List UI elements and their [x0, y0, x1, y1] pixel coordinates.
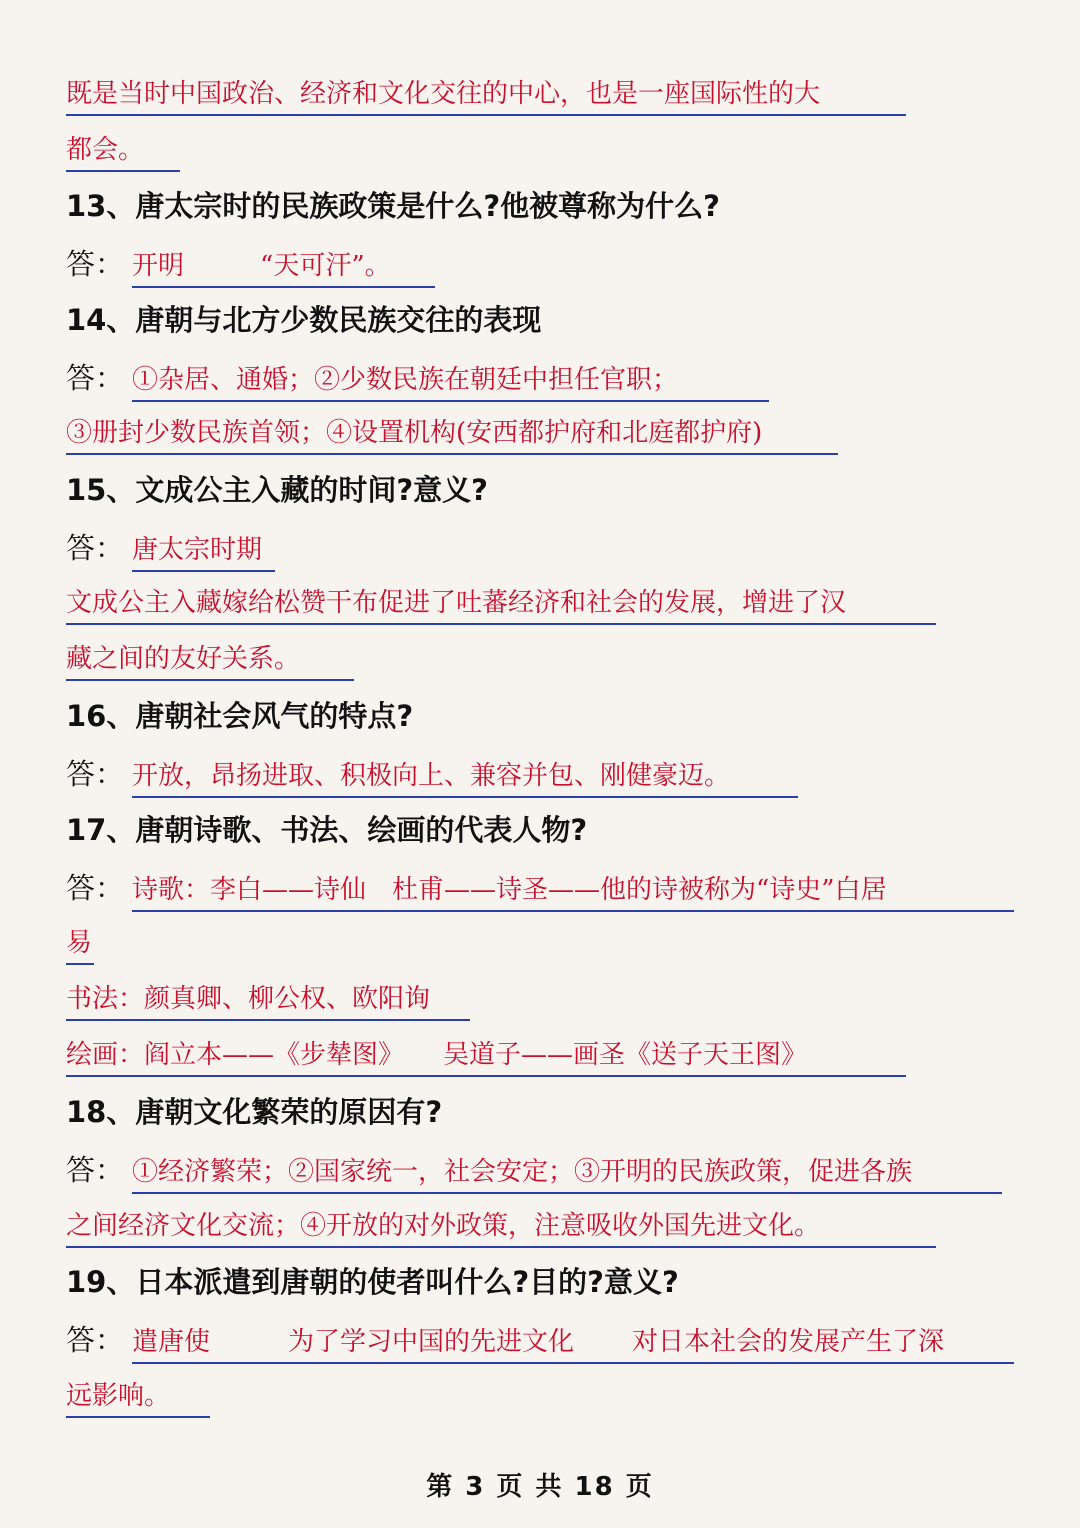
question-17: 17、唐朝诗歌、书法、绘画的代表人物?	[66, 813, 588, 847]
question-19: 19、日本派遣到唐朝的使者叫什么?目的?意义?	[66, 1265, 679, 1299]
answer-text: 之间经济文化交流；④开放的对外政策，注意吸收外国先进文化。	[66, 1208, 936, 1248]
answer-label: 答：	[66, 247, 125, 281]
answer-text: 既是当时中国政治、经济和文化交往的中心，也是一座国际性的大	[66, 76, 906, 116]
answer-text: 都会。	[66, 132, 180, 172]
answer-line	[66, 585, 936, 625]
answer-text: 易	[66, 925, 94, 965]
answer-part: 遣唐使	[132, 1327, 211, 1357]
answer-line	[66, 981, 470, 1021]
answer-text: 诗歌：李白——诗仙 杜甫——诗圣——他的诗被称为“诗史”白居	[132, 872, 1014, 912]
answer-line	[66, 641, 354, 681]
question-18: 18、唐朝文化繁荣的原因有?	[66, 1095, 443, 1129]
answer-label: 答：	[66, 757, 125, 791]
answer-line	[66, 76, 906, 116]
answer-text	[132, 1324, 1014, 1364]
answer-label: 答：	[66, 1153, 125, 1187]
answer-text: 文成公主入藏嫁给松赞干布促进了吐蕃经济和社会的发展，增进了汉	[66, 585, 936, 625]
answer-line	[66, 1208, 936, 1248]
answer-line	[66, 415, 838, 455]
answer-line	[66, 1378, 210, 1418]
answer-text: 藏之间的友好关系。	[66, 641, 354, 681]
answer-label: 答：	[66, 361, 125, 395]
answer-label: 答：	[66, 871, 125, 905]
question-16: 16、唐朝社会风气的特点?	[66, 699, 414, 733]
answer-line	[66, 925, 94, 965]
answer-text: 开放，昂扬进取、积极向上、兼容并包、刚健豪迈。	[132, 758, 798, 798]
answer-18	[66, 1152, 1002, 1192]
answer-line	[66, 132, 180, 172]
answer-16	[66, 756, 798, 796]
answer-part: 为了学习中国的先进文化	[288, 1327, 575, 1357]
page-number-footer: 第 3 页 共 18 页	[426, 1472, 654, 1502]
answer-17	[66, 870, 1014, 910]
answer-part: 开明	[132, 251, 185, 281]
answer-part: “天可汗”。	[260, 251, 391, 281]
answer-text: ①经济繁荣；②国家统一，社会安定；③开明的民族政策，促进各族	[132, 1154, 1002, 1194]
question-15: 15、文成公主入藏的时间?意义?	[66, 473, 489, 507]
answer-text: 唐太宗时期	[132, 532, 275, 572]
answer-part: 对日本社会的发展产生了深	[632, 1327, 945, 1357]
answer-label: 答：	[66, 1323, 125, 1357]
answer-text: 书法：颜真卿、柳公权、欧阳询	[66, 981, 470, 1021]
question-14: 14、唐朝与北方少数民族交往的表现	[66, 303, 542, 337]
answer-text	[132, 248, 435, 288]
answer-19	[66, 1322, 1014, 1362]
answer-line	[66, 1037, 906, 1077]
answer-label: 答：	[66, 531, 125, 565]
answer-14	[66, 360, 769, 400]
answer-13	[66, 246, 435, 286]
answer-15	[66, 530, 275, 570]
answer-text: 远影响。	[66, 1378, 210, 1418]
answer-text: 绘画：阎立本——《步辇图》 吴道子——画圣《送子天王图》	[66, 1037, 906, 1077]
question-13: 13、唐太宗时的民族政策是什么?他被尊称为什么?	[66, 189, 721, 223]
answer-text: ③册封少数民族首领；④设置机构(安西都护府和北庭都护府)	[66, 415, 838, 455]
answer-text: ①杂居、通婚；②少数民族在朝廷中担任官职；	[132, 362, 769, 402]
